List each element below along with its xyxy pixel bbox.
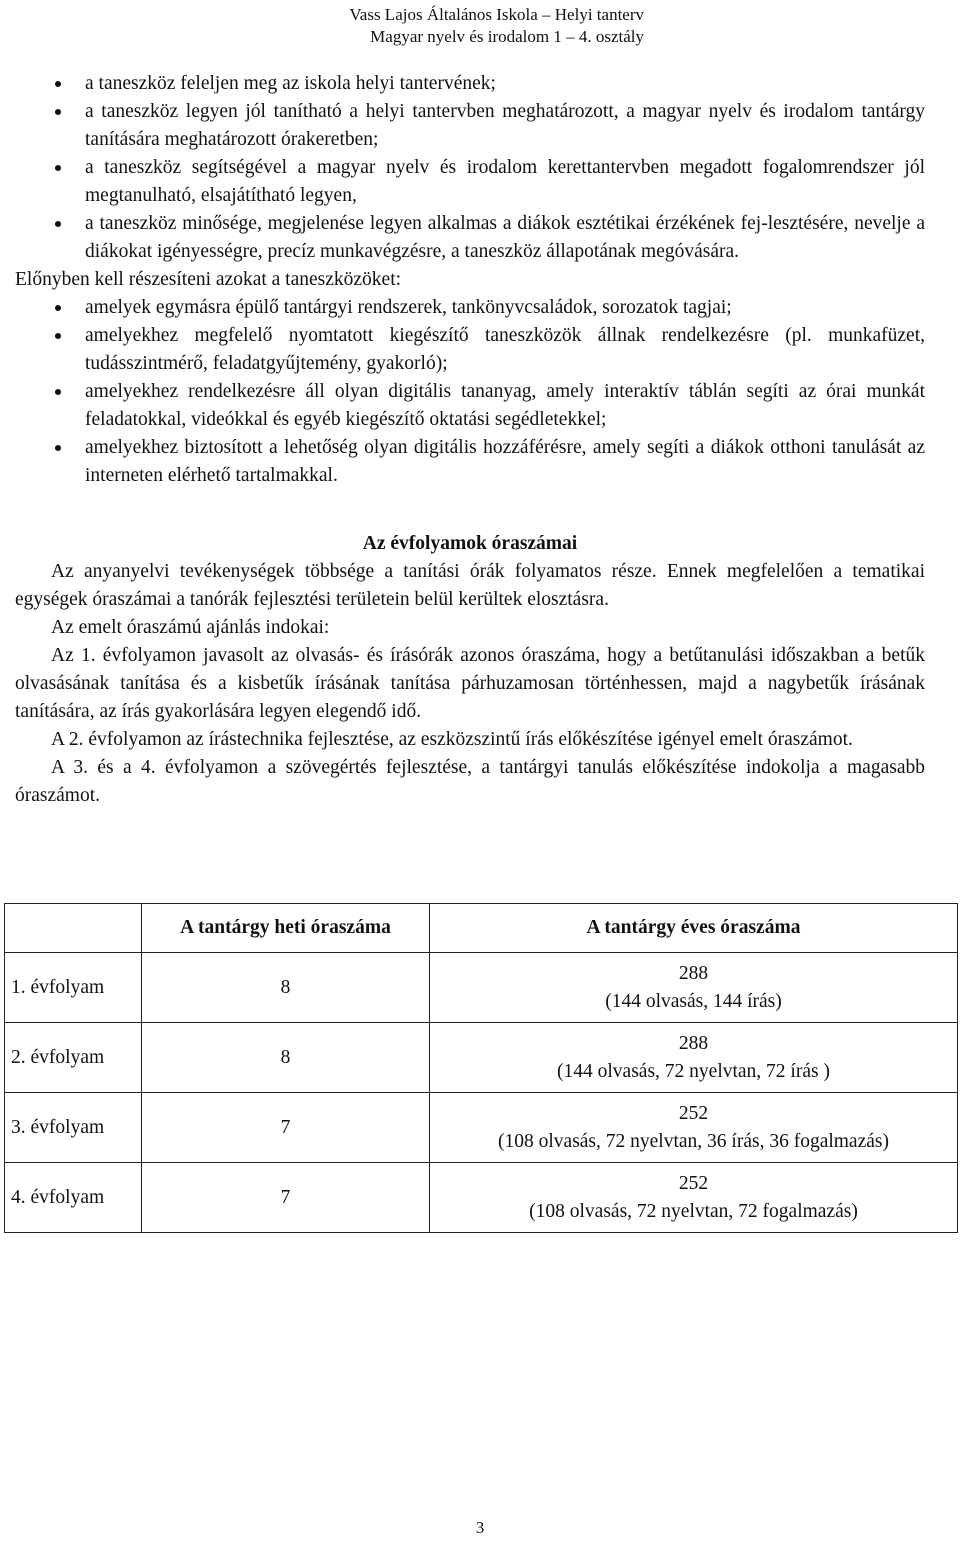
list-item-text: a taneszköz legyen jól tanítható a helyi tantervben meghatározott, a magyar nyelv és irodalom tantárgy tanítására meghatározott órakeretben; (85, 101, 925, 150)
hours-table (4, 903, 958, 1233)
grade-cell: 1. évfolyam (5, 953, 142, 1023)
header-subject-title: Magyar nyelv és irodalom 1 – 4. osztály (370, 27, 644, 46)
bullet-icon (55, 165, 61, 171)
page-header (244, 4, 644, 48)
list-item-text: amelyekhez rendelkezésre áll olyan digitális tananyag, amely interaktív táblán segíti az órai munkát feladatokkal, videókkal és egyéb kiegészítő oktatási segédletekkel; (85, 381, 925, 430)
weekly-hours-cell: 8 (142, 1023, 430, 1093)
grade-cell: 4. évfolyam (5, 1163, 142, 1233)
list-item (15, 98, 925, 154)
list-item-text: a taneszköz segítségével a magyar nyelv és irodalom kerettantervben megadott fogalomrendszer jól megtanulható, elsajátítható legyen, (85, 157, 925, 206)
list-item-text: a taneszköz minősége, megjelenése legyen alkalmas a diákok esztétikai érzékének fej-lesztésére, nevelje a diákokat igényességre, precíz munkavégzésre, a taneszköz állapotának megóvására. (85, 213, 925, 262)
list-item-text: a taneszköz feleljen meg az iskola helyi tantervének; (85, 73, 496, 94)
grade-cell: 3. évfolyam (5, 1093, 142, 1163)
list-item (15, 294, 925, 322)
paragraph: Az 1. évfolyamon javasolt az olvasás- és írásórák azonos óraszáma, hogy a betűtanulási időszakban a betűk olvasásának tanítása és a kisbetűk írásának tanítása párhuzamosan történhessen, majd a nagybetűk írásának tanítására, az írás gyakorlására legyen elegendő idő. (15, 645, 925, 722)
yearly-hours-cell (430, 1163, 958, 1233)
bullet-icon (55, 333, 61, 339)
paragraph: Az anyanyelvi tevékenységek többsége a tanítási órák folyamatos része. Ennek megfelelően a tematikai egységek óraszámai a tanórák fejlesztési területein belül kerültek elosztásra. (15, 561, 925, 610)
list-item-text: amelyek egymásra épülő tantárgyi rendszerek, tankönyvcsaládok, sorozatok tagjai; (85, 297, 732, 318)
bullet-icon (55, 109, 61, 115)
yearly-breakdown: (108 olvasás, 72 nyelvtan, 36 írás, 36 fogalmazás) (498, 1130, 889, 1152)
yearly-total: 288 (678, 1032, 709, 1054)
bullet-icon (55, 305, 61, 311)
list-item (15, 378, 925, 434)
list-item-text: amelyekhez megfelelő nyomtatott kiegészítő taneszközök állnak rendelkezésre (pl. munkafüzet, tudásszintmérő, feladatgyűjtemény, gyakorló); (85, 325, 925, 374)
paragraph: A 2. évfolyamon az írástechnika fejlesztése, az eszközszintű írás előkészítése igényel emelt óraszámot. (51, 729, 853, 750)
yearly-breakdown: (144 olvasás, 72 nyelvtan, 72 írás ) (557, 1060, 830, 1082)
table-row (5, 1093, 958, 1163)
table-row (5, 1023, 958, 1093)
table-row (5, 1163, 958, 1233)
header-school-title: Vass Lajos Általános Iskola – Helyi tanterv (349, 5, 644, 24)
preference-list (15, 294, 925, 490)
list-item (15, 322, 925, 378)
weekly-hours-cell: 7 (142, 1163, 430, 1233)
table-header-row (5, 904, 958, 953)
yearly-hours-cell (430, 1093, 958, 1163)
yearly-hours-cell (430, 953, 958, 1023)
list-item (15, 434, 925, 490)
yearly-total: 252 (678, 1102, 709, 1124)
yearly-hours-cell (430, 1023, 958, 1093)
page-number: 3 (475, 1518, 485, 1537)
bullet-icon (55, 389, 61, 395)
page-content (15, 70, 925, 810)
yearly-total: 288 (678, 962, 709, 984)
grade-cell: 2. évfolyam (5, 1023, 142, 1093)
paragraph: A 3. és a 4. évfolyamon a szövegértés fejlesztése, a tantárgyi tanulás előkészítése indokolja a magasabb óraszámot. (15, 757, 925, 806)
table-header-weekly: A tantárgy heti óraszáma (142, 904, 430, 953)
table-header-empty (5, 904, 142, 953)
requirements-list (15, 70, 925, 266)
list-item-text: amelyekhez biztosított a lehetőség olyan digitális hozzáférésre, amely segíti a diákok otthoni tanulását az interneten elérhető tartalmakkal. (85, 437, 925, 486)
weekly-hours-cell: 8 (142, 953, 430, 1023)
yearly-breakdown: (144 olvasás, 144 írás) (605, 990, 782, 1012)
section-title: Az évfolyamok óraszámai (362, 533, 578, 554)
bullet-icon (55, 221, 61, 227)
list-item (15, 70, 925, 98)
bullet-icon (55, 81, 61, 87)
yearly-breakdown: (108 olvasás, 72 nyelvtan, 72 fogalmazás) (529, 1200, 858, 1222)
bullet-icon (55, 445, 61, 451)
preference-intro: Előnyben kell részesíteni azokat a taneszközöket: (15, 269, 402, 290)
list-item (15, 154, 925, 210)
yearly-total: 252 (678, 1172, 709, 1194)
weekly-hours-cell: 7 (142, 1093, 430, 1163)
paragraph: Az emelt óraszámú ajánlás indokai: (51, 617, 330, 638)
table-header-yearly: A tantárgy éves óraszáma (430, 904, 958, 953)
list-item (15, 210, 925, 266)
table-row (5, 953, 958, 1023)
